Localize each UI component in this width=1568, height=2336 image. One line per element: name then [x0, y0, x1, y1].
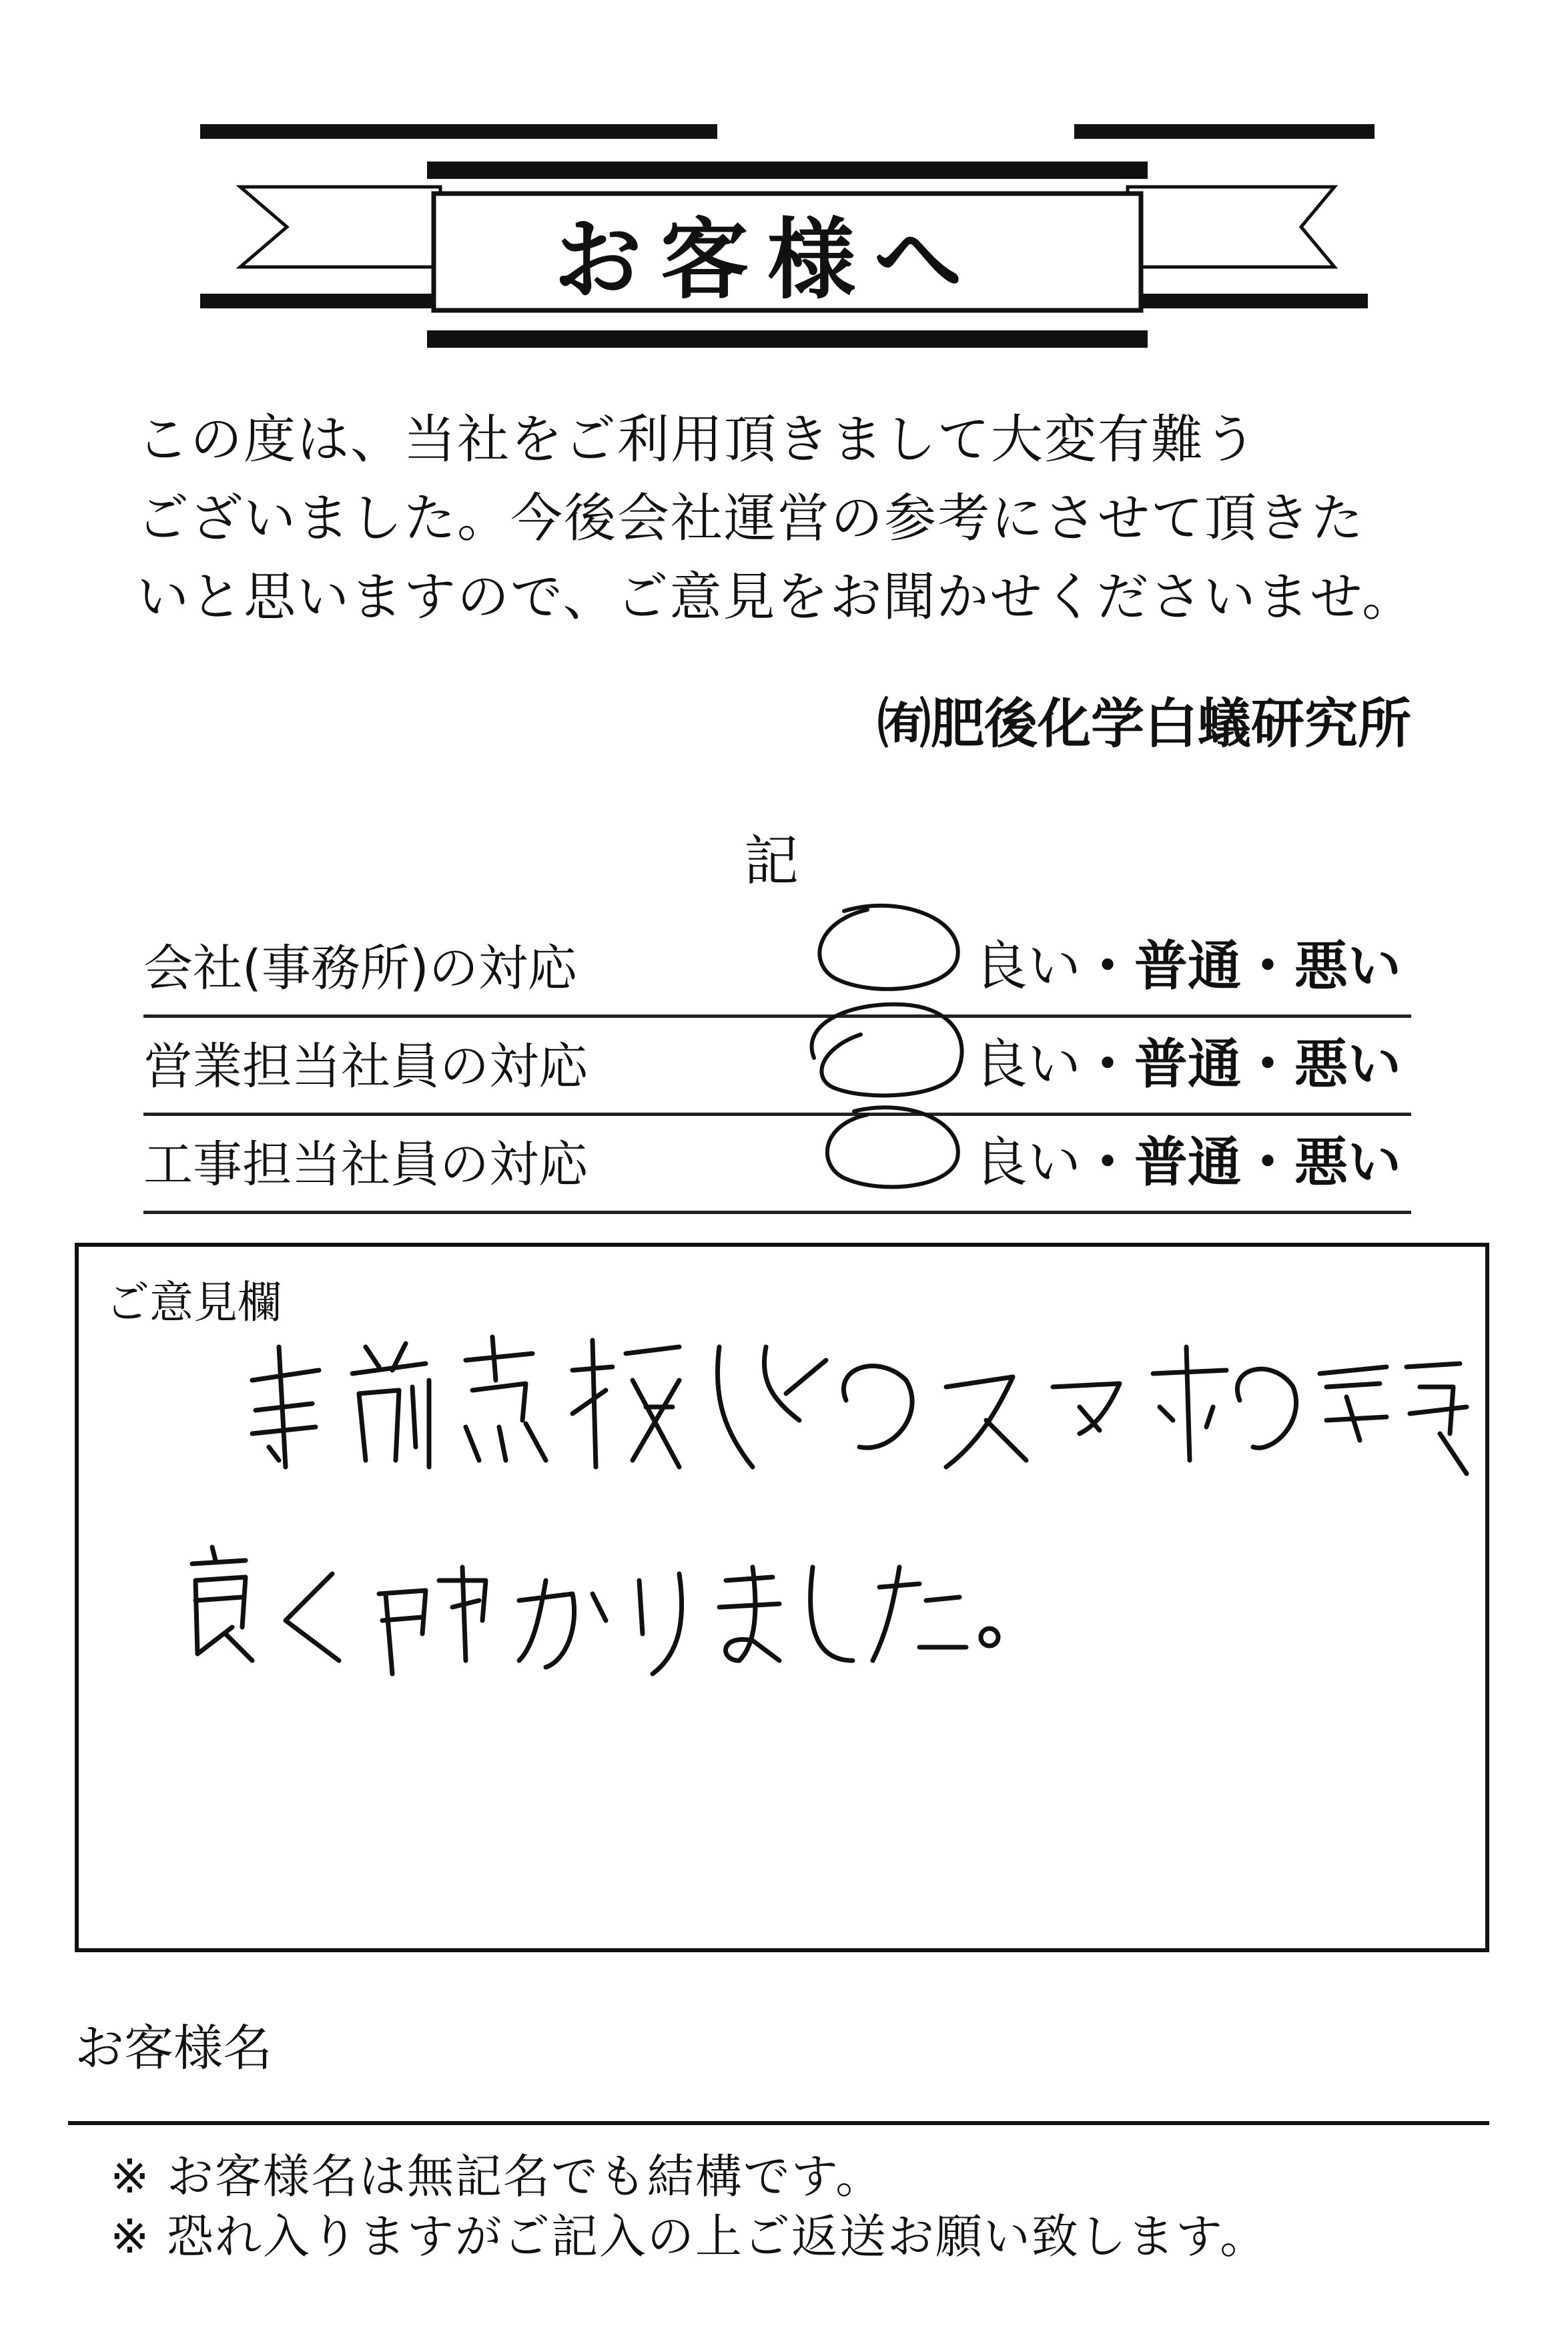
section-heading: 記: [744, 830, 799, 893]
handwritten-comment: [79, 1247, 1493, 1956]
note-return: ※ 恐れ入りますがご記入の上ご返送お願い致します。: [110, 2209, 1268, 2264]
option-separator: ・: [1241, 1033, 1294, 1095]
option-separator: ・: [1081, 1033, 1134, 1095]
opinion-label: ご意見欄: [105, 1277, 282, 1328]
evaluation-label: 工事担当社員の対応: [143, 1136, 588, 1193]
evaluation-options: [974, 923, 1401, 1000]
title-banner: [0, 0, 1568, 374]
option-separator: ・: [1081, 1131, 1134, 1193]
option-normal[interactable]: 普通: [1134, 1131, 1241, 1193]
option-normal[interactable]: 普通: [1134, 1033, 1241, 1095]
option-bad[interactable]: 悪い: [1294, 935, 1401, 997]
greeting-line: ございました。今後会社運営の参考にさせて頂きた: [137, 489, 1365, 549]
option-separator: ・: [1241, 1131, 1294, 1193]
greeting-message: [137, 400, 1431, 637]
note-anonymous: ※ お客様名は無記名でも結構です。: [110, 2149, 884, 2204]
option-separator: ・: [1081, 935, 1134, 997]
option-good[interactable]: 良い: [974, 935, 1081, 997]
evaluation-options: [974, 1119, 1401, 1196]
page-title: お客様へ: [554, 208, 981, 312]
evaluation-label: 営業担当社員の対応: [143, 1038, 588, 1095]
evaluation-label: 会社(事務所)の対応: [143, 940, 577, 997]
option-separator: ・: [1241, 935, 1294, 997]
evaluation-row-construction: [143, 1114, 1411, 1214]
evaluation-row-office: [143, 918, 1411, 1018]
greeting-line: いと思いますので、ご意見をお聞かせくださいませ。: [137, 567, 1416, 627]
customer-name-field[interactable]: [68, 2121, 1489, 2125]
handwriting-line-1: [252, 1337, 1467, 1474]
company-name: ㈲肥後化学白蟻研究所: [877, 693, 1411, 755]
option-bad[interactable]: 悪い: [1294, 1131, 1401, 1193]
evaluation-options: [974, 1021, 1401, 1098]
option-normal[interactable]: 普通: [1134, 935, 1241, 997]
evaluation-row-sales: [143, 1016, 1411, 1116]
option-good[interactable]: 良い: [974, 1131, 1081, 1193]
customer-name-label: お客様名: [75, 2020, 272, 2077]
handwriting-line-2: [192, 1547, 998, 1674]
greeting-line: この度は、当社をご利用頂きまして大変有難う: [137, 410, 1258, 470]
option-bad[interactable]: 悪い: [1294, 1033, 1401, 1095]
option-good[interactable]: 良い: [974, 1033, 1081, 1095]
opinion-box[interactable]: [75, 1243, 1489, 1952]
